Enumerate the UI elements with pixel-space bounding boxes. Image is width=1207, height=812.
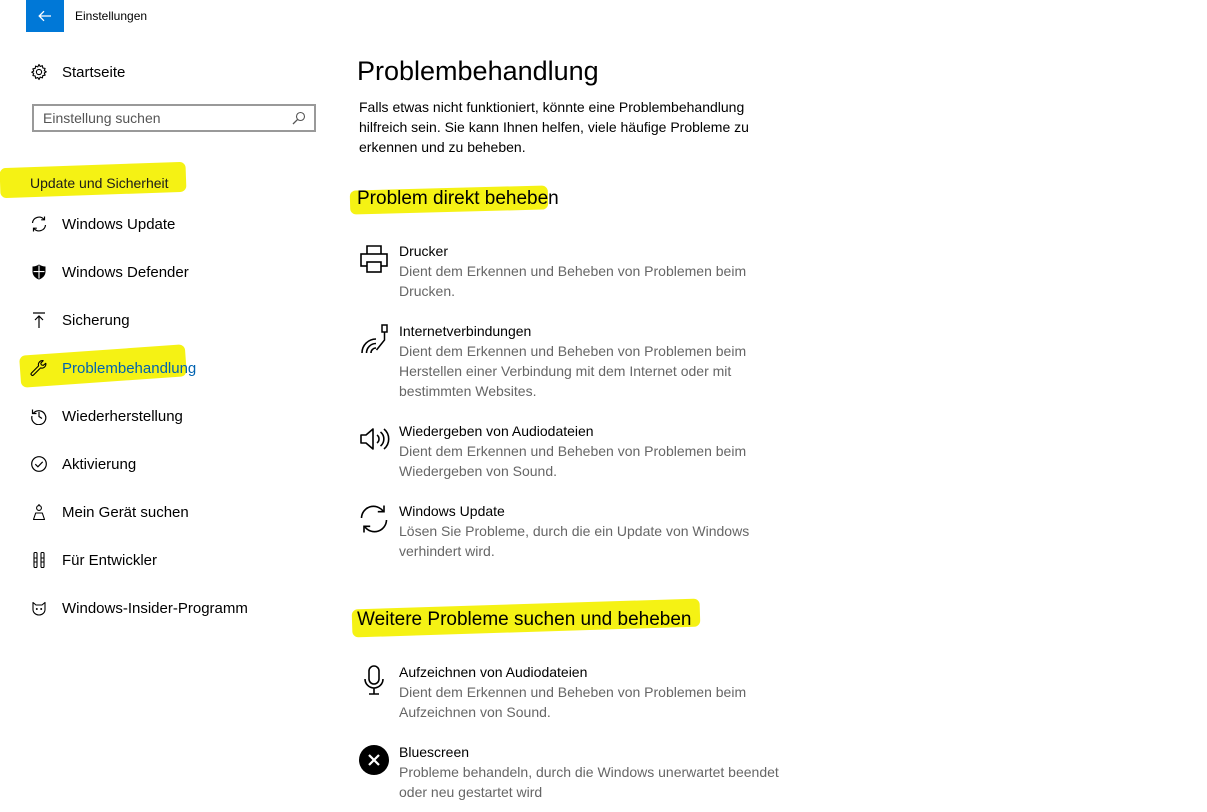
settings-search-input[interactable] bbox=[32, 104, 316, 132]
sidebar-item-label: Windows-Insider-Programm bbox=[62, 599, 248, 617]
troubleshooter-description: Probleme behandeln, durch die Windows unerwartet beendet oder neu gestartet wird bbox=[399, 764, 779, 800]
troubleshooter-windows-update[interactable] bbox=[356, 501, 786, 563]
troubleshooter-name: Bluescreen bbox=[399, 744, 470, 760]
section-heading: Problem direkt beheben bbox=[357, 188, 559, 209]
troubleshooter-name: Wiedergeben von Audiodateien bbox=[399, 423, 594, 439]
shield-icon bbox=[28, 261, 50, 283]
sidebar-item-label: Windows Update bbox=[62, 215, 176, 233]
wrench-icon bbox=[28, 357, 50, 379]
app-title: Einstellungen bbox=[75, 9, 148, 23]
sidebar-item-windows-defender[interactable] bbox=[28, 252, 189, 292]
troubleshooter-audio-playback[interactable] bbox=[356, 421, 786, 483]
speaker-icon bbox=[356, 421, 392, 457]
refresh-icon bbox=[356, 501, 392, 537]
section-label: Update und Sicherheit bbox=[30, 175, 169, 191]
sidebar-item-mein-geraet-suchen[interactable] bbox=[28, 492, 189, 532]
back-arrow-icon bbox=[38, 10, 52, 22]
nav-home[interactable] bbox=[28, 52, 125, 92]
upload-icon bbox=[28, 309, 50, 331]
printer-icon bbox=[356, 241, 392, 277]
title-bar bbox=[0, 0, 1207, 32]
history-icon bbox=[28, 405, 50, 427]
close-circle-icon bbox=[356, 742, 392, 778]
page-title: Problembehandlung bbox=[357, 56, 599, 86]
troubleshooter-description: Dient dem Erkennen und Beheben von Problemen beim Aufzeichnen von Sound. bbox=[399, 684, 747, 720]
troubleshooter-description: Dient dem Erkennen und Beheben von Problemen beim Wiedergeben von Sound. bbox=[399, 443, 747, 479]
sidebar-item-label: Sicherung bbox=[62, 311, 130, 329]
intro-text: Falls etwas nicht funktioniert, könnte eine Problembehandlung hilfreich sein. Sie kann Ihnen helfen, viele häufige Probleme zu erkennen und zu beheben. bbox=[359, 99, 749, 155]
troubleshooter-internet[interactable] bbox=[356, 321, 786, 403]
sidebar-item-aktivierung[interactable] bbox=[28, 444, 136, 484]
insider-icon bbox=[28, 597, 50, 619]
sidebar-item-problembehandlung[interactable] bbox=[28, 348, 196, 388]
section-heading: Weitere Probleme suchen und beheben bbox=[357, 609, 692, 630]
sidebar-item-label: Windows Defender bbox=[62, 263, 189, 281]
sidebar-item-label: Für Entwickler bbox=[62, 551, 158, 569]
sidebar-item-label: Problembehandlung bbox=[62, 359, 197, 377]
sidebar-item-label: Wiederherstellung bbox=[62, 407, 183, 425]
sidebar-item-sicherung[interactable] bbox=[28, 300, 130, 340]
search-icon bbox=[292, 111, 306, 125]
refresh-icon bbox=[28, 213, 50, 235]
troubleshooter-audio-recording[interactable] bbox=[356, 662, 786, 724]
troubleshooter-description: Dient dem Erkennen und Beheben von Problemen beim Herstellen einer Verbindung mit dem Internet oder mit bestimmten Websites. bbox=[399, 343, 747, 399]
troubleshooter-printer[interactable] bbox=[356, 241, 786, 303]
sidebar-item-windows-insider[interactable] bbox=[28, 588, 248, 628]
sidebar-item-label: Mein Gerät suchen bbox=[62, 503, 189, 521]
gear-icon bbox=[28, 61, 50, 83]
troubleshooter-name: Drucker bbox=[399, 243, 449, 259]
sidebar-item-wiederherstellung[interactable] bbox=[28, 396, 183, 436]
sidebar-item-fuer-entwickler[interactable] bbox=[28, 540, 157, 580]
troubleshooter-description: Dient dem Erkennen und Beheben von Problemen beim Drucken. bbox=[399, 263, 747, 299]
sidebar-item-windows-update[interactable] bbox=[28, 204, 175, 244]
person-location-icon bbox=[28, 501, 50, 523]
network-icon bbox=[356, 321, 392, 357]
back-button[interactable] bbox=[26, 0, 64, 32]
microphone-icon bbox=[356, 662, 392, 698]
nav-home-label: Startseite bbox=[62, 63, 126, 81]
troubleshooter-description: Lösen Sie Probleme, durch die ein Update von Windows verhindert wird. bbox=[399, 523, 750, 559]
troubleshooter-name: Windows Update bbox=[399, 503, 505, 519]
search-placeholder: Einstellung suchen bbox=[43, 110, 161, 126]
check-circle-icon bbox=[28, 453, 50, 475]
troubleshooter-bluescreen[interactable] bbox=[356, 742, 786, 804]
tools-icon bbox=[28, 549, 50, 571]
troubleshooter-name: Aufzeichnen von Audiodateien bbox=[399, 664, 588, 680]
troubleshooter-name: Internetverbindungen bbox=[399, 323, 532, 339]
sidebar-item-label: Aktivierung bbox=[62, 455, 137, 473]
